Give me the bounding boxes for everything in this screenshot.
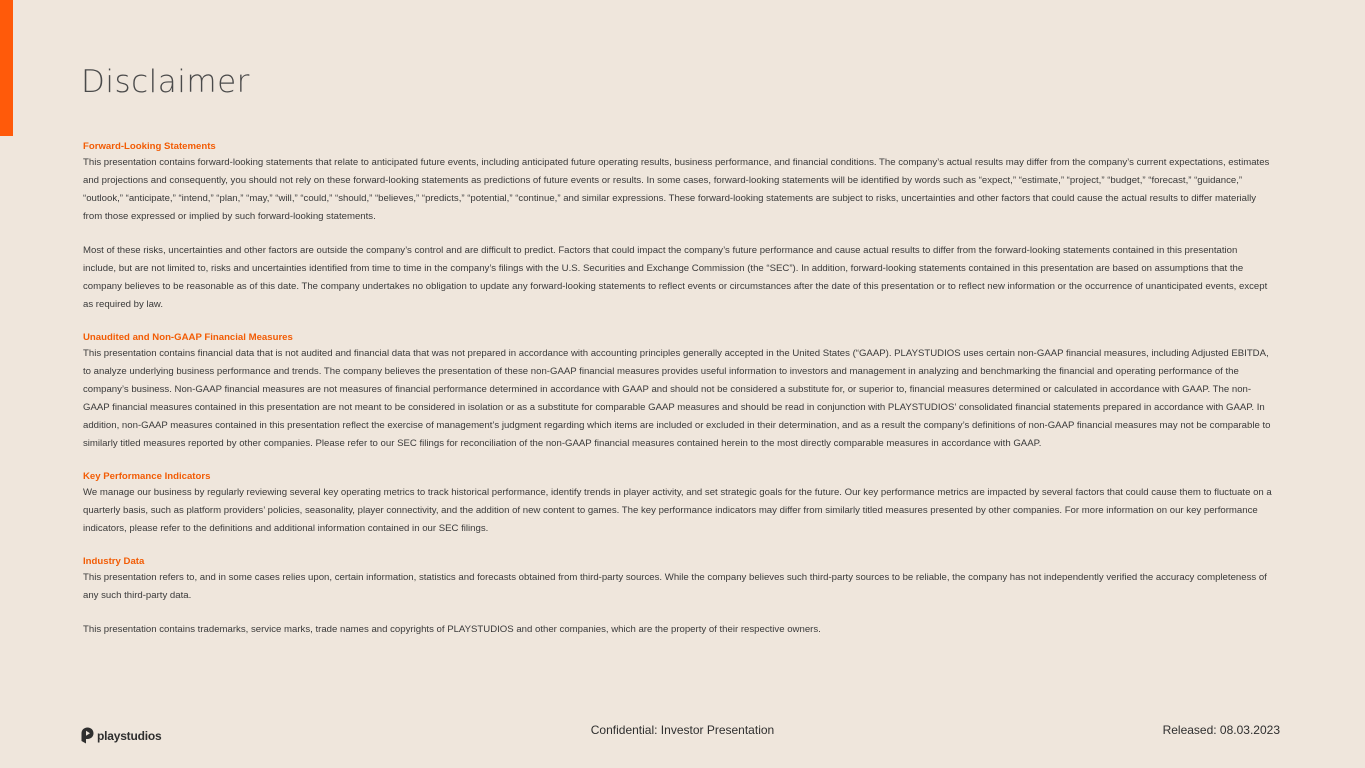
disclaimer-content [83, 139, 1273, 655]
section-paragraph: This presentation refers to, and in some cases relies upon, certain information, statistics and forecasts obtained from third-party sources. While the company believes such third-party sources to be reliable, the company has not independently verified the accuracy completeness of any such third-party data. [83, 572, 1267, 601]
section-forward-looking [83, 139, 1273, 314]
section-paragraph: This presentation contains forward-looking statements that relate to anticipated future events, including anticipated future operating results, business performance, and financial conditions. The company’s actual results may differ from the company’s current expectations, estimates and projections and consequently, you should not rely on these forward-looking statements as predictions of future events or results. In some cases, forward-looking statements will be identified by words such as “expect,” “estimate,” “project,” “budget,” “forecast,” “guidance,” “outlook,” “anticipate,” “intend,” “plan,” “may,” “will,” “could,” “should,” “believes,” “predicts,” “potential,” “continue,” and similar expressions. These forward-looking statements are subject to risks, uncertainties and other factors that could cause the actual results to differ materially from those expressed or implied by such forward-looking statements. [83, 157, 1270, 222]
footer-confidential-label: Confidential: Investor Presentation [590, 723, 775, 737]
section-kpi [83, 469, 1273, 538]
footer-release-date: Released: 08.03.2023 [1162, 723, 1280, 737]
section-non-gaap [83, 330, 1273, 453]
section-heading: Industry Data [83, 556, 145, 567]
section-heading: Forward-Looking Statements [83, 141, 216, 152]
logo-text: playstudios [97, 728, 162, 743]
section-paragraph: Most of these risks, uncertainties and other factors are outside the company’s control and are difficult to predict. Factors that could impact the company’s future performance and cause actual results to differ from the forward-looking statements contained in this presentation include, but are not limited to, risks and uncertainties identified from time to time in the company’s filings with the U.S. Securities and Exchange Commission (the “SEC”). In addition, forward-looking statements contained in this presentation are based on assumptions that the company believes to be reasonable as of this date. The company undertakes no obligation to update any forward-looking statements to reflect events or circumstances after the date of this presentation or to reflect new information or the occurrence of unanticipated events, except as required by law. [83, 245, 1268, 310]
section-heading: Unaudited and Non-GAAP Financial Measures [83, 332, 293, 343]
section-industry-data [83, 554, 1273, 639]
section-paragraph: We manage our business by regularly reviewing several key operating metrics to track historical performance, identify trends in player activity, and set strategic goals for the future. Our key performance metrics are impacted by several factors that could cause them to fluctuate on a quarterly basis, such as platform providers’ policies, seasonality, player connectivity, and the addition of new content to games. The key performance indicators may differ from similarly titled measures presented by other companies. For more information on our key performance indicators, please refer to the definitions and additional information contained in our SEC filings. [83, 487, 1272, 534]
section-paragraph: This presentation contains financial data that is not audited and financial data that was not prepared in accordance with accounting principles generally accepted in the United States (“GAAP). PLAYSTUDIOS uses certain non-GAAP financial measures, including Adjusted EBITDA, to analyze underlying business performance and trends. The company believes the presentation of these non-GAAP financial measures provides useful information to investors and management in analyzing and benchmarking the financial and operating performance of the company’s business. Non-GAAP financial measures are not measures of financial performance determined in accordance with GAAP and should not be considered a substitute for, or superior to, financial measures determined or calculated in accordance with GAAP. The non-GAAP financial measures contained in this presentation are not meant to be considered in isolation or as a substitute for comparable GAAP measures and should be read in conjunction with PLAYSTUDIOS’ consolidated financial statements prepared in accordance with GAAP. In addition, non-GAAP measures contained in this presentation reflect the exercise of management’s judgment regarding which items are included or excluded in their determination, and as a result the company’s definitions of non-GAAP financial measures may not be comparable to similarly titled measures reported by other companies. Please refer to our SEC filings for reconciliation of the non-GAAP financial measures contained herein to the most directly comparable measures in accordance with GAAP. [83, 348, 1271, 449]
page-title: Disclaimer [81, 64, 250, 100]
accent-bar [0, 0, 13, 136]
section-paragraph: This presentation contains trademarks, service marks, trade names and copyrights of PLAYSTUDIOS and other companies, which are the property of their respective owners. [83, 624, 821, 635]
section-heading: Key Performance Indicators [83, 471, 211, 482]
